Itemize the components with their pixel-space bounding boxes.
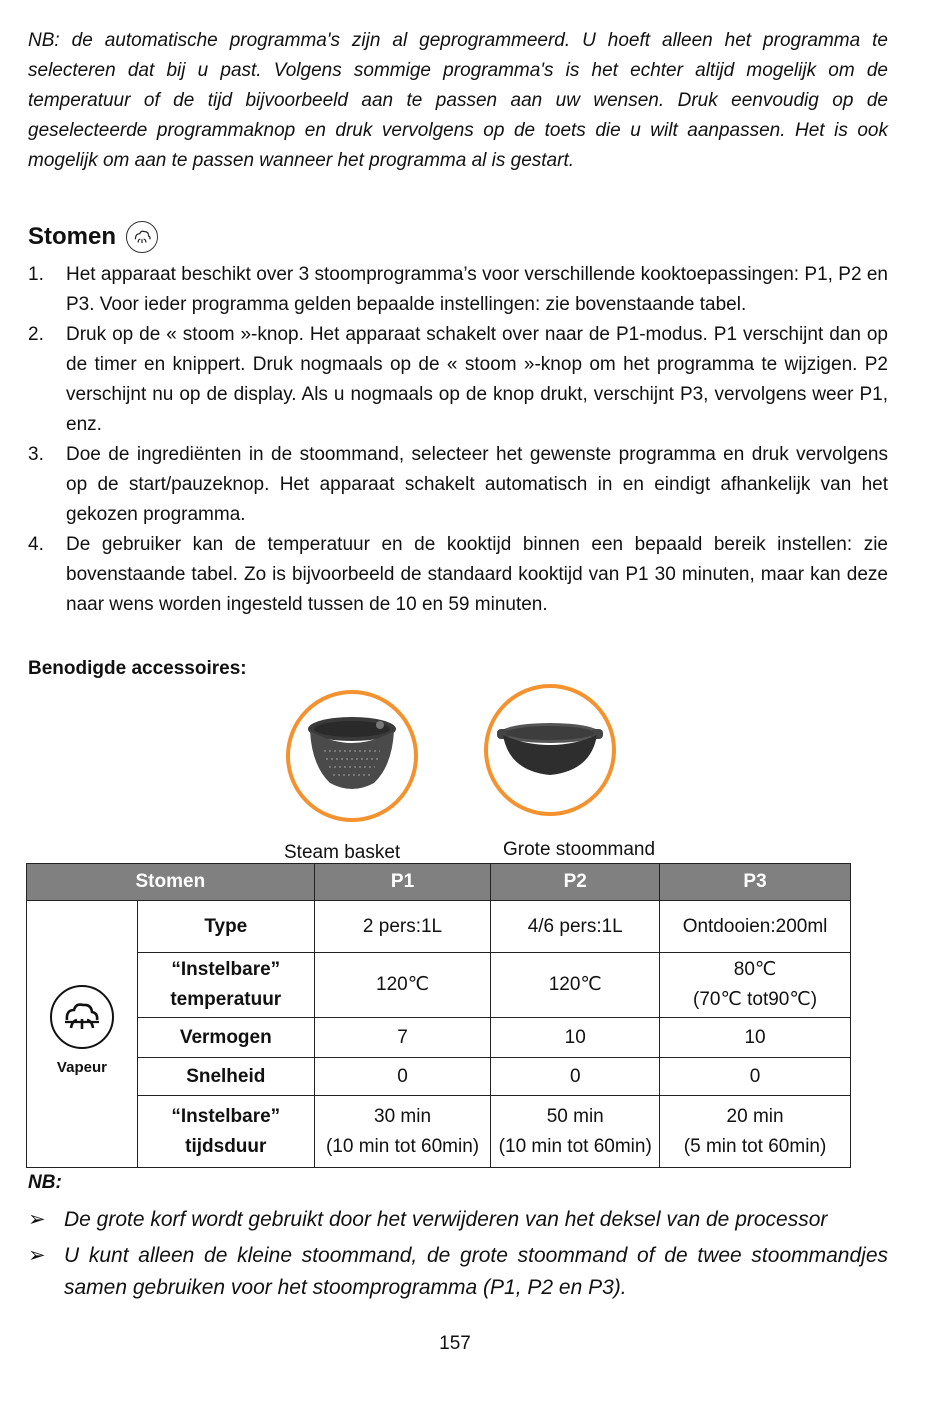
value-cell-p1: [314, 953, 491, 1018]
step-number: 2.: [28, 324, 44, 345]
row-label: [137, 1096, 314, 1168]
table-row: [27, 1018, 851, 1058]
step-text: Het apparaat beschikt over 3 stoomprogramma’s voor verschillende kooktoepassingen: P1, P2 en P3. Voor ieder programma gelden bepaalde instellingen: zie bovenstaande tabel.: [66, 264, 888, 315]
value-line: 120℃: [376, 974, 430, 995]
table-row: [27, 1096, 851, 1168]
step-item: [28, 260, 888, 320]
steam-icon: [126, 221, 158, 253]
value-line: 0: [749, 1065, 761, 1087]
intro-note: NB: de automatische programma's zijn al geprogrammeerd. U hoeft alleen het programma te selecteren dat bij u past. Volgens sommige programma's is het echter altijd mogelijk om de temperatuur of de tijd bijvoorbeeld aan te passen aan uw wensen. Druk eenvoudig op de geselecteerde programmaknop en druk vervolgens op de toets die u wilt aanpassen. Het is ook mogelijk om aan te passen wanneer het programma al is gestart.: [28, 30, 888, 171]
value-cell-p1: [314, 1096, 491, 1168]
value-line: 30 min: [374, 1105, 432, 1127]
value-line: 0: [569, 1065, 581, 1087]
steam-basket-icon: [286, 690, 418, 822]
accessory-label-large-steam-dish: Grote stoommand: [503, 839, 656, 860]
accessories-title: Benodigde accessoires:: [28, 658, 247, 679]
header-p3: P3: [660, 864, 851, 901]
table-header-row: [27, 864, 851, 901]
row-label: [137, 953, 314, 1018]
row-label-line: Vermogen: [179, 1026, 272, 1048]
step-text: De gebruiker kan de temperatuur en de kooktijd binnen een bepaald bereik instellen: zie bovenstaande tabel. Zo is bijvoorbeeld de standaard kooktijd van P1 30 minuten, maar kan deze naar wens worden ingesteld tussen de 10 en 59 minuten.: [66, 534, 888, 615]
value-cell-p3: [660, 901, 851, 953]
note-item: [28, 1204, 888, 1236]
note-item: [28, 1240, 888, 1304]
arrow-bullet-icon: ➢: [28, 1244, 46, 1267]
row-label-line: tijdsduur: [185, 1135, 267, 1157]
page-number: 157: [439, 1333, 471, 1354]
section-title: Stomen: [28, 223, 117, 250]
value-cell-p2: [491, 953, 660, 1018]
value-cell-p1: [314, 1018, 491, 1058]
vapeur-steam-icon: [50, 985, 114, 1049]
value-line: 4/6 pers:1L: [527, 915, 623, 937]
steps-list: [28, 260, 888, 620]
step-item: [28, 530, 888, 620]
value-line: 80℃: [733, 959, 777, 980]
value-line: 7: [397, 1026, 408, 1048]
row-label-line: “Instelbare”: [171, 1105, 281, 1127]
header-p2: P2: [491, 864, 660, 901]
table-row: [27, 1058, 851, 1096]
value-line: (5 min tot 60min): [683, 1135, 827, 1157]
value-cell-p2: [491, 1018, 660, 1058]
value-line: 0: [397, 1065, 408, 1087]
step-text: Doe de ingrediënten in de stoommand, selecteer het gewenste programma en druk vervolgens op de start/pauzeknop. Het apparaat schakelt automatisch in en eindigt afhankelijk van het gekozen programma.: [66, 444, 888, 525]
page-content: [28, 26, 888, 864]
header-p1: P1: [314, 864, 491, 901]
value-cell-p3: [660, 1058, 851, 1096]
step-number: 4.: [28, 534, 44, 555]
table-row: [27, 901, 851, 953]
notes-list: [28, 1204, 888, 1304]
row-label-line: “Instelbare”: [171, 959, 281, 980]
row-label-line: Snelheid: [186, 1065, 266, 1087]
header-program: Stomen: [27, 864, 315, 901]
accessories-gallery: [28, 684, 888, 864]
step-item: [28, 440, 888, 530]
value-line: (10 min tot 60min): [498, 1135, 652, 1157]
row-label: [137, 1018, 314, 1058]
steam-settings-table: [26, 863, 851, 1168]
value-line: 2 pers:1L: [362, 915, 443, 937]
value-cell-p2: [491, 1096, 660, 1168]
section-heading: [28, 220, 888, 254]
note-text: U kunt alleen de kleine stoommand, de grote stoommand of de twee stoommandjes samen gebruiken voor het stoomprogramma (P1, P2 en P3).: [64, 1244, 888, 1299]
value-line: 50 min: [546, 1105, 604, 1127]
value-line: (70℃ tot90℃): [693, 989, 818, 1010]
row-label: [137, 1058, 314, 1096]
value-line: 20 min: [726, 1105, 784, 1127]
value-cell-p2: [491, 901, 660, 953]
vapeur-label: Vapeur: [56, 1059, 107, 1076]
value-cell-p3: [660, 1018, 851, 1058]
value-cell-p1: [314, 1058, 491, 1096]
step-number: 1.: [28, 264, 44, 285]
row-label-line: temperatuur: [170, 989, 282, 1010]
step-text: Druk op de « stoom »-knop. Het apparaat schakelt over naar de P1-modus. P1 verschijnt dan op de timer en knippert. Druk nogmaals op de « stoom »-knop om het programma te wijzigen. P2 verschijnt nu op de display. Als u nogmaals op de knop drukt, verschijnt P3, vervolgens weer P1, enz.: [66, 324, 888, 435]
value-cell-p3: [660, 1096, 851, 1168]
row-label: [137, 901, 314, 953]
note-text: De grote korf wordt gebruikt door het verwijderen van het deksel van de processor: [64, 1208, 828, 1231]
value-line: 10: [564, 1026, 586, 1048]
vapeur-cell: [27, 901, 138, 1168]
value-line: (10 min tot 60min): [325, 1135, 480, 1157]
step-number: 3.: [28, 444, 44, 465]
large-steam-dish-icon: [484, 684, 616, 816]
table-row: [27, 953, 851, 1018]
value-cell-p1: [314, 901, 491, 953]
nb-block: [28, 1170, 888, 1308]
value-line: 120℃: [548, 974, 602, 995]
arrow-bullet-icon: ➢: [28, 1208, 46, 1231]
value-cell-p2: [491, 1058, 660, 1096]
row-label-line: Type: [204, 915, 248, 937]
nb-title: NB:: [28, 1172, 62, 1193]
step-item: [28, 320, 888, 440]
value-cell-p3: [660, 953, 851, 1018]
value-line: Ontdooien:200ml: [682, 915, 828, 937]
value-line: 10: [744, 1026, 766, 1048]
accessory-label-steam-basket: Steam basket: [284, 842, 401, 863]
